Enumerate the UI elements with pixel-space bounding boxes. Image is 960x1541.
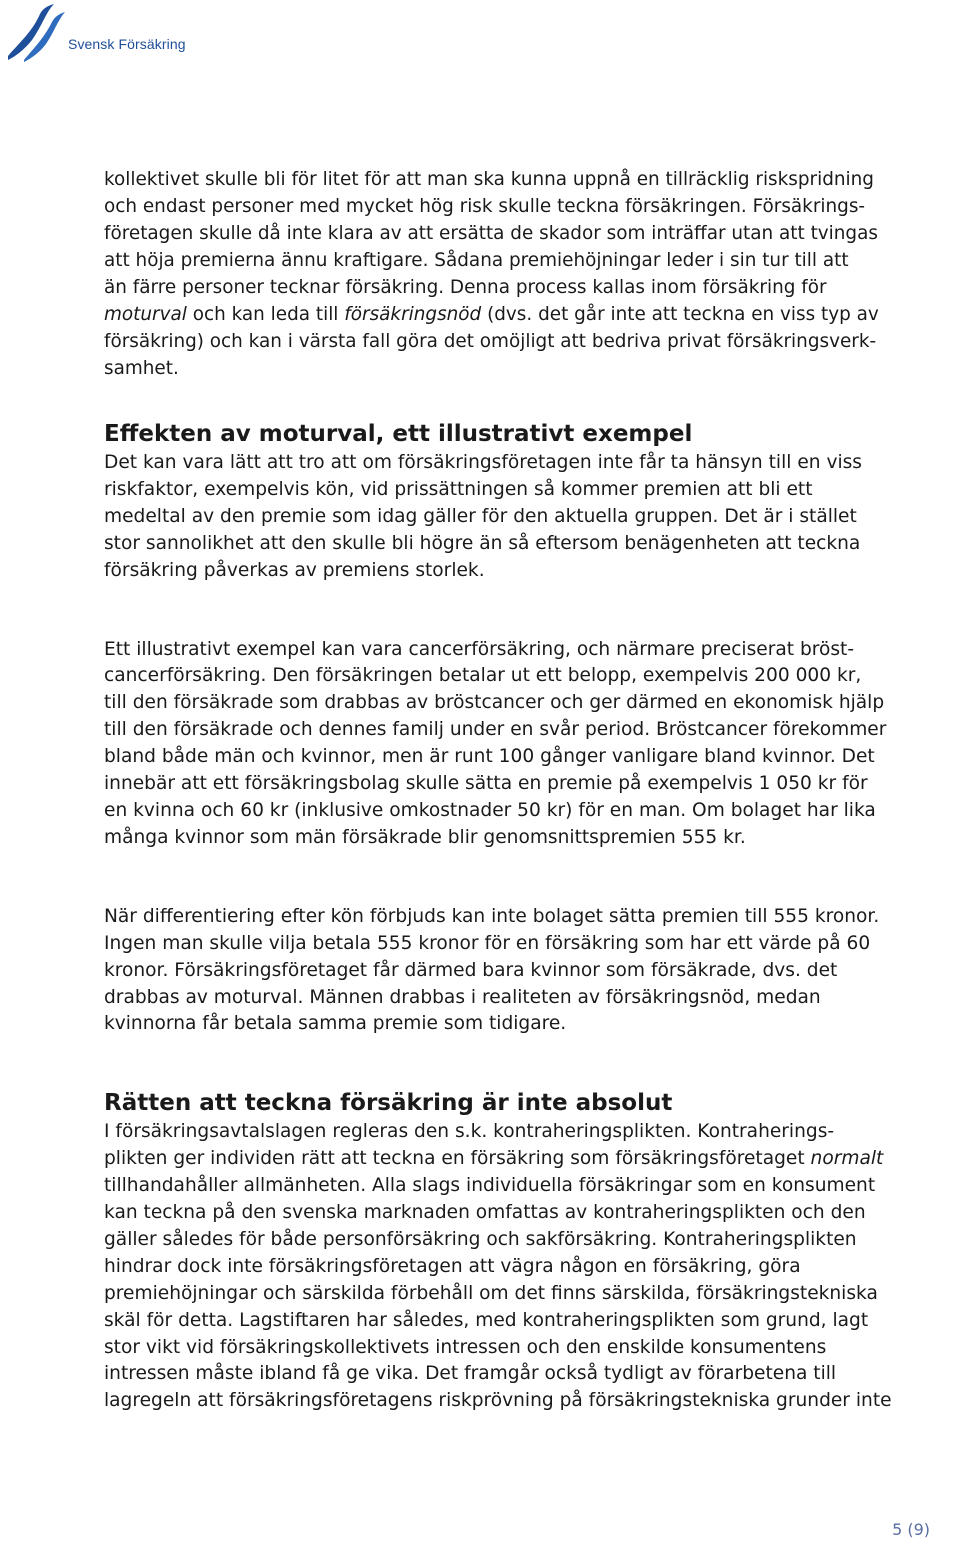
document-body <box>104 166 960 1415</box>
text-line: bland både män och kvinnor, men är runt 100 gånger vanligare bland kvinnor. Det <box>104 746 875 768</box>
paragraph-cancer-example <box>104 637 960 852</box>
section-heading-ratten: Rätten att teckna försäkring är inte absolut <box>104 1090 673 1117</box>
text-line: tillhandahåller allmänheten. Alla slags individuella försäkringar som en konsument <box>104 1175 876 1197</box>
text-line: intressen måste ibland få ge vika. Det framgår också tydligt av förarbetena till <box>104 1363 837 1385</box>
text-line: stor sannolikhet att den skulle bli högre än så eftersom benägenheten att teckna <box>104 532 861 554</box>
text-line: hindrar dock inte försäkringsföretagen att vägra någon en försäkring, göra <box>104 1255 801 1277</box>
text-line: cancerförsäkring. Den försäkringen betalar ut ett belopp, exempelvis 200 000 kr, <box>104 665 862 687</box>
text-line: och endast personer med mycket hög risk skulle teckna försäkringen. Försäkrings- <box>104 196 866 217</box>
text-line: drabbas av moturval. Männen drabbas i realiteten av försäkringsnöd, medan <box>104 986 821 1008</box>
text-line: många kvinnor som män försäkrade blir genomsnittspremien 555 kr. <box>104 826 746 848</box>
text-line: att höja premierna ännu kraftigare. Sådana premiehöjningar leder i sin tur till att <box>104 250 849 271</box>
section-heading-moturval: Effekten av moturval, ett illustrativt exempel <box>104 421 693 447</box>
text-line: än färre personer tecknar försäkring. Denna process kallas inom försäkring för <box>104 277 827 298</box>
text-segment: (dvs. det går inte att teckna en viss typ av <box>481 304 879 325</box>
text-line: premiehöjningar och särskilda förbehåll om det finns särskilda, försäkringstekniska <box>104 1282 878 1304</box>
text-line: samhet. <box>104 358 179 379</box>
text-line-mixed <box>104 301 960 328</box>
text-line: Ingen man skulle vilja betala 555 kronor för en försäkring som har ett värde på 60 <box>104 932 871 954</box>
text-line: kvinnorna får betala samma premie som tidigare. <box>104 1013 567 1035</box>
text-line: stor vikt vid försäkringskollektivets intressen och den enskilde konsumentens <box>104 1336 827 1358</box>
text-line: I försäkringsavtalslagen regleras den s.k. kontraheringsplikten. Kontraherings- <box>104 1121 835 1143</box>
paragraph-differentiering <box>104 904 960 1039</box>
text-segment: och kan leda till <box>186 304 345 325</box>
paragraph-effekten <box>104 450 960 585</box>
text-line: försäkring) och kan i värsta fall göra det omöjligt att bedriva privat försäkringsverk- <box>104 331 877 352</box>
paragraph-kontraheringsplikt <box>104 1119 960 1415</box>
text-line: medeltal av den premie som idag gäller för den aktuella gruppen. Det är i stället <box>104 505 857 527</box>
text-line: försäkring påverkas av premiens storlek. <box>104 559 485 581</box>
text-line: en kvinna och 60 kr (inklusive omkostnader 50 kr) för en man. Om bolaget har lika <box>104 799 876 821</box>
text-line: Det kan vara lätt att tro att om försäkringsföretagen inte får ta hänsyn till en viss <box>104 452 862 473</box>
text-line: till den försäkrade som drabbas av bröstcancer och ger därmed en ekonomisk hjälp <box>104 692 885 714</box>
text-line: företagen skulle då inte klara av att ersätta de skador som inträffar utan att tvingas <box>104 223 878 244</box>
text-line: kronor. Försäkringsföretaget får därmed bara kvinnor som försäkrade, dvs. det <box>104 959 838 981</box>
logo-text: Svensk Försäkring <box>68 36 186 52</box>
text-line: När differentiering efter kön förbjuds kan inte bolaget sätta premien till 555 kronor. <box>104 905 880 927</box>
italic-term-normalt: normalt <box>810 1148 884 1170</box>
svensk-forsakring-logo <box>2 2 192 64</box>
text-line: kan teckna på den svenska marknaden omfattas av kontraheringsplikten och den <box>104 1202 866 1224</box>
page-number: 5 (9) <box>892 1520 930 1539</box>
text-line-mixed <box>104 1146 960 1173</box>
paragraph-intro <box>104 166 960 382</box>
italic-term-forsakringsnod: försäkringsnöd <box>344 304 482 325</box>
text-line: Ett illustrativt exempel kan vara cancerförsäkring, och närmare preciserat bröst- <box>104 638 855 660</box>
italic-term-moturval: moturval <box>104 304 187 325</box>
text-line: innebär att ett försäkringsbolag skulle sätta en premie på exempelvis 1 050 kr för <box>104 773 868 795</box>
text-line: gäller således för både personförsäkring och sakförsäkring. Kontraheringsplikten <box>104 1228 857 1250</box>
logo-mark-icon <box>2 2 68 64</box>
text-line: till den försäkrade och dennes familj under en svår period. Bröstcancer förekommer <box>104 719 887 741</box>
text-line: skäl för detta. Lagstiftaren har således, med kontraheringsplikten som grund, lagt <box>104 1309 869 1331</box>
text-line: lagregeln att försäkringsföretagens riskprövning på försäkringstekniska grunder inte <box>104 1390 892 1412</box>
text-segment: plikten ger individen rätt att teckna en försäkring som försäkringsföretaget <box>104 1148 811 1170</box>
text-line: riskfaktor, exempelvis kön, vid prissättningen så kommer premien att bli ett <box>104 478 813 500</box>
text-line: kollektivet skulle bli för litet för att man ska kunna uppnå en tillräcklig riskspridning <box>104 169 874 190</box>
